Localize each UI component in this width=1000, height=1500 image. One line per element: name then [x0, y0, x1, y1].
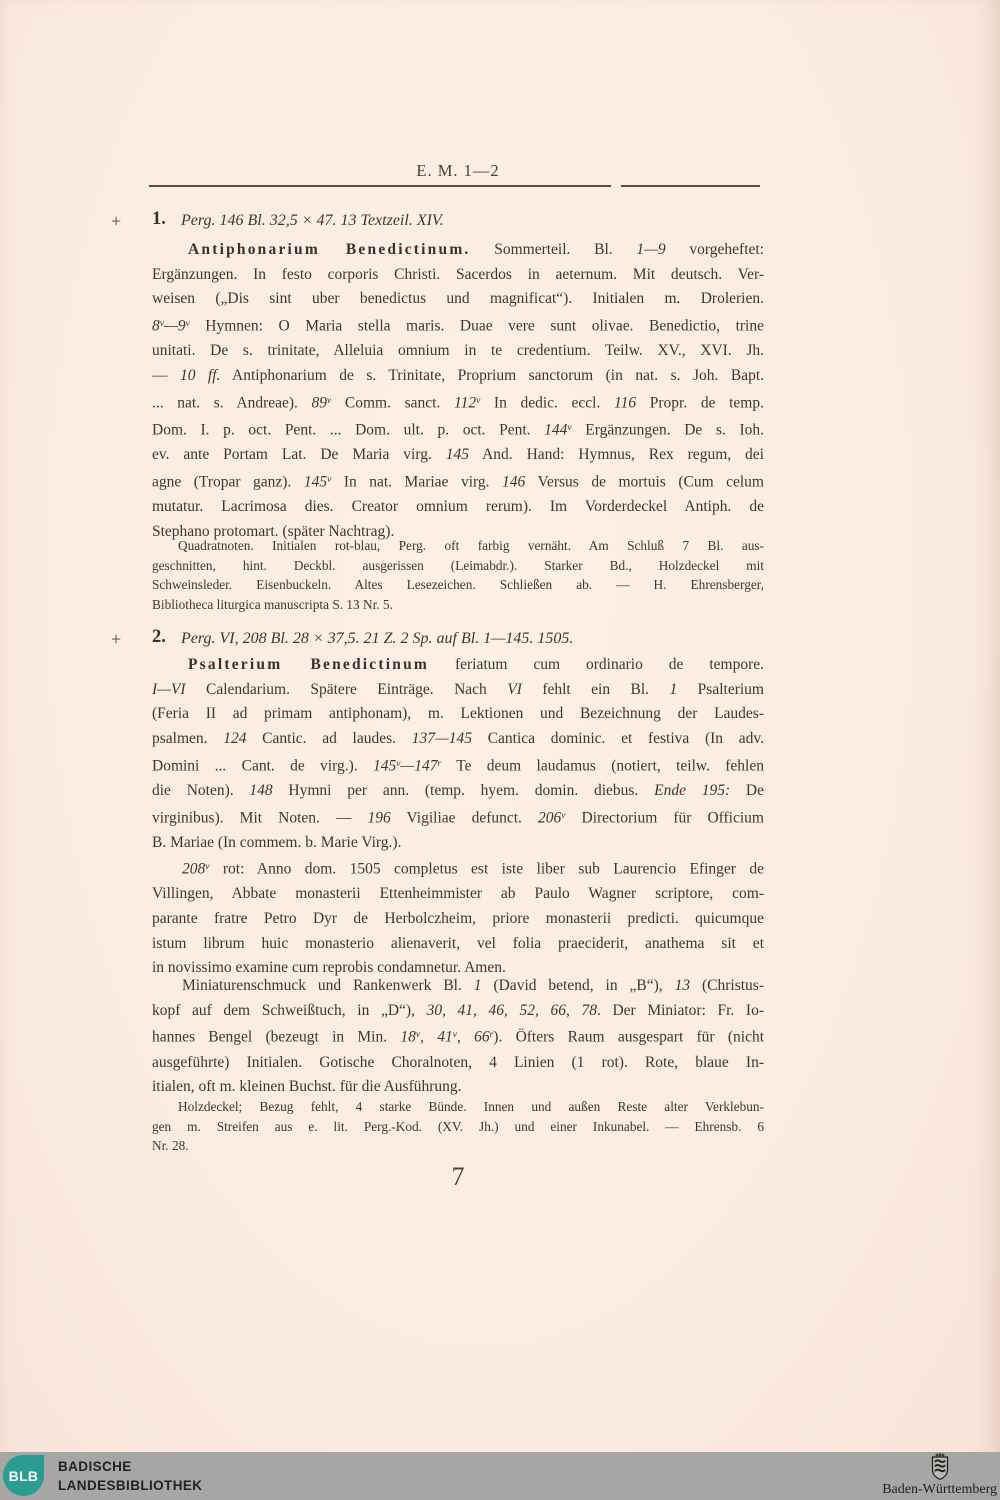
entry-2-heading	[0, 628, 1000, 652]
entry-1-number: 1.	[152, 209, 166, 229]
entry-1-plus-marker: +	[111, 211, 122, 231]
entry-1-binding-note: Quadratnoten. Initialen rot-blau, Perg. oft farbig vernäht. Am Schluß 7 Bl. aus- geschnitten, hint. Deckbl. ausgerissen (Leimabdr.). Starker Bd., Holzdeckel mit Schweinsleder. Eisenbuckeln. Altes Lesezeichen. Schließen ab. — H. Ehrensberger, Bibliotheca liturgica manuscripta S. 13 Nr. 5.	[152, 538, 764, 612]
entry-1-heading	[0, 210, 1000, 234]
entry-1-description: Antiphonarium Benedictinum. Sommerteil. Bl. 1—9 vorgeheftet: Ergänzungen. In festo corporis Christi. Sacerdos in aeternum. Mit deutsch. Ver- weisen („Dis sint uber benedictus und magnificat“). Initialen m. Drolerien. 8$^v$—9$^v$ Hymnen: O Maria stella maris. Duae vere sunt olivae. Benedictio, trine unitati. De s. trinitate, Alleluia omnium in te credentium. Teilw. XV., XVI. Jh. — 10 ff. Antiphonarium de s. Trinitate, Proprium sanctorum (in nat. s. Joh. Bapt. ... nat. s. Andreae). 89$^v$ Comm. sanct. 112$^v$ In dedic. eccl. 116 Propr. de temp. Dom. I. p. oct. Pent. ... Dom. ult. p. oct. Pent. 144$^v$ Ergänzungen. De s. Ioh. ev. ante Portam Lat. De Maria virg. 145 And. Hand: Hymnus, Rex regum, dei agne (Tropar ganz). 145$^v$ In nat. Mariae virg. 146 Versus de mortuis (Cum celum mutatur. Lacrimosa dies. Creator omnium rerum). Im Vorderdeckel Antiph. de Stephano protomart. (später Nachtrag).	[152, 241, 765, 540]
entry-2-decoration-note: Miniaturenschmuck und Rankenwerk Bl. 1 (David betend, in „B“), 13 (Christus- kopf auf dem Schweißtuch, in „D“), 30, 41, 46, 52, 66, 78. Der Miniator: Fr. Io- hannes Bengel (bezeugt in Min. 18$^v$, 41$^v$, 66$^r$). Öfters Raum ausgespart für (nicht ausgeführte) Initialen. Gotische Choralnoten, 4 Linien (1 rot). Rote, blaue In- itialen, oft m. kleinen Buchst. für die Ausführung.	[152, 977, 765, 1096]
entry-1-collation: Perg. 146 Bl. 32,5 × 47. 13 Textzeil. XIV.	[181, 212, 444, 229]
entry-2-colophon: 208$^v$ rot: Anno dom. 1505 completus est iste liber sub Laurencio Efinger de Villingen, Abbate monasterii Ettenheimmister ab Paulo Wagner scriptore, com- parante fratre Petro Dyr de Herbolczheim, priore monasterii predicti. quicumque istum librum huic monasterio alienaverit, vel folia praeciderit, anathema sit et in novissimo examine cum reprobis condamnetur. Amen.	[152, 860, 764, 977]
entry-2-plus-marker: +	[111, 629, 122, 649]
baden-wuerttemberg-arms-icon	[930, 1452, 950, 1482]
blb-logo	[3, 1455, 44, 1496]
running-head: E. M. 1—2	[416, 161, 500, 180]
entry-2-collation: Perg. VI, 208 Bl. 28 × 37,5. 21 Z. 2 Sp. auf Bl. 1—145. 1505.	[181, 630, 574, 647]
entry-2-binding-note: Holzdeckel; Bezug fehlt, 4 starke Bünde. Innen und außen Reste alter Verklebun- gen m. Streifen aus e. lit. Perg.-Kod. (XV. Jh.) und einer Inkunabel. — Ehrensb. 6 Nr. 28.	[152, 1099, 764, 1153]
library-name-line1: BADISCHE	[58, 1459, 132, 1474]
footer-bar	[0, 1452, 1000, 1500]
entry-2-description: Psalterium Benedictinum feriatum cum ordinario de tempore. I—VI Calendarium. Spätere Einträge. Nach VI fehlt ein Bl. 1 Psalterium (Feria II ad primam antiphonam), m. Lektionen und Bezeichnung der Laudes- psalmen. 124 Cantic. ad laudes. 137—145 Cantica dominic. et festiva (In adv. Domini ... Cant. de virg.). 145$^v$—147$^r$ Te deum laudamus (notiert, teilw. fehlen die Noten). 148 Hymni per ann. (temp. hyem. domin. diebus. Ende 195: De virginibus). Mit Noten. — 196 Vigiliae defunct. 206$^v$ Directorium für Officium B. Mariae (In commem. b. Marie Virg.).	[152, 656, 765, 851]
library-name-line2: LANDESBIBLIOTHEK	[58, 1478, 203, 1493]
library-name	[58, 1457, 202, 1495]
page-number: 7	[451, 1162, 465, 1191]
entry-2-number: 2.	[152, 627, 166, 647]
header-rule	[149, 185, 760, 187]
state-mark	[882, 1452, 997, 1500]
state-name: Baden-Württemberg	[882, 1482, 997, 1497]
blb-logo-text: BLB	[8, 1467, 39, 1484]
